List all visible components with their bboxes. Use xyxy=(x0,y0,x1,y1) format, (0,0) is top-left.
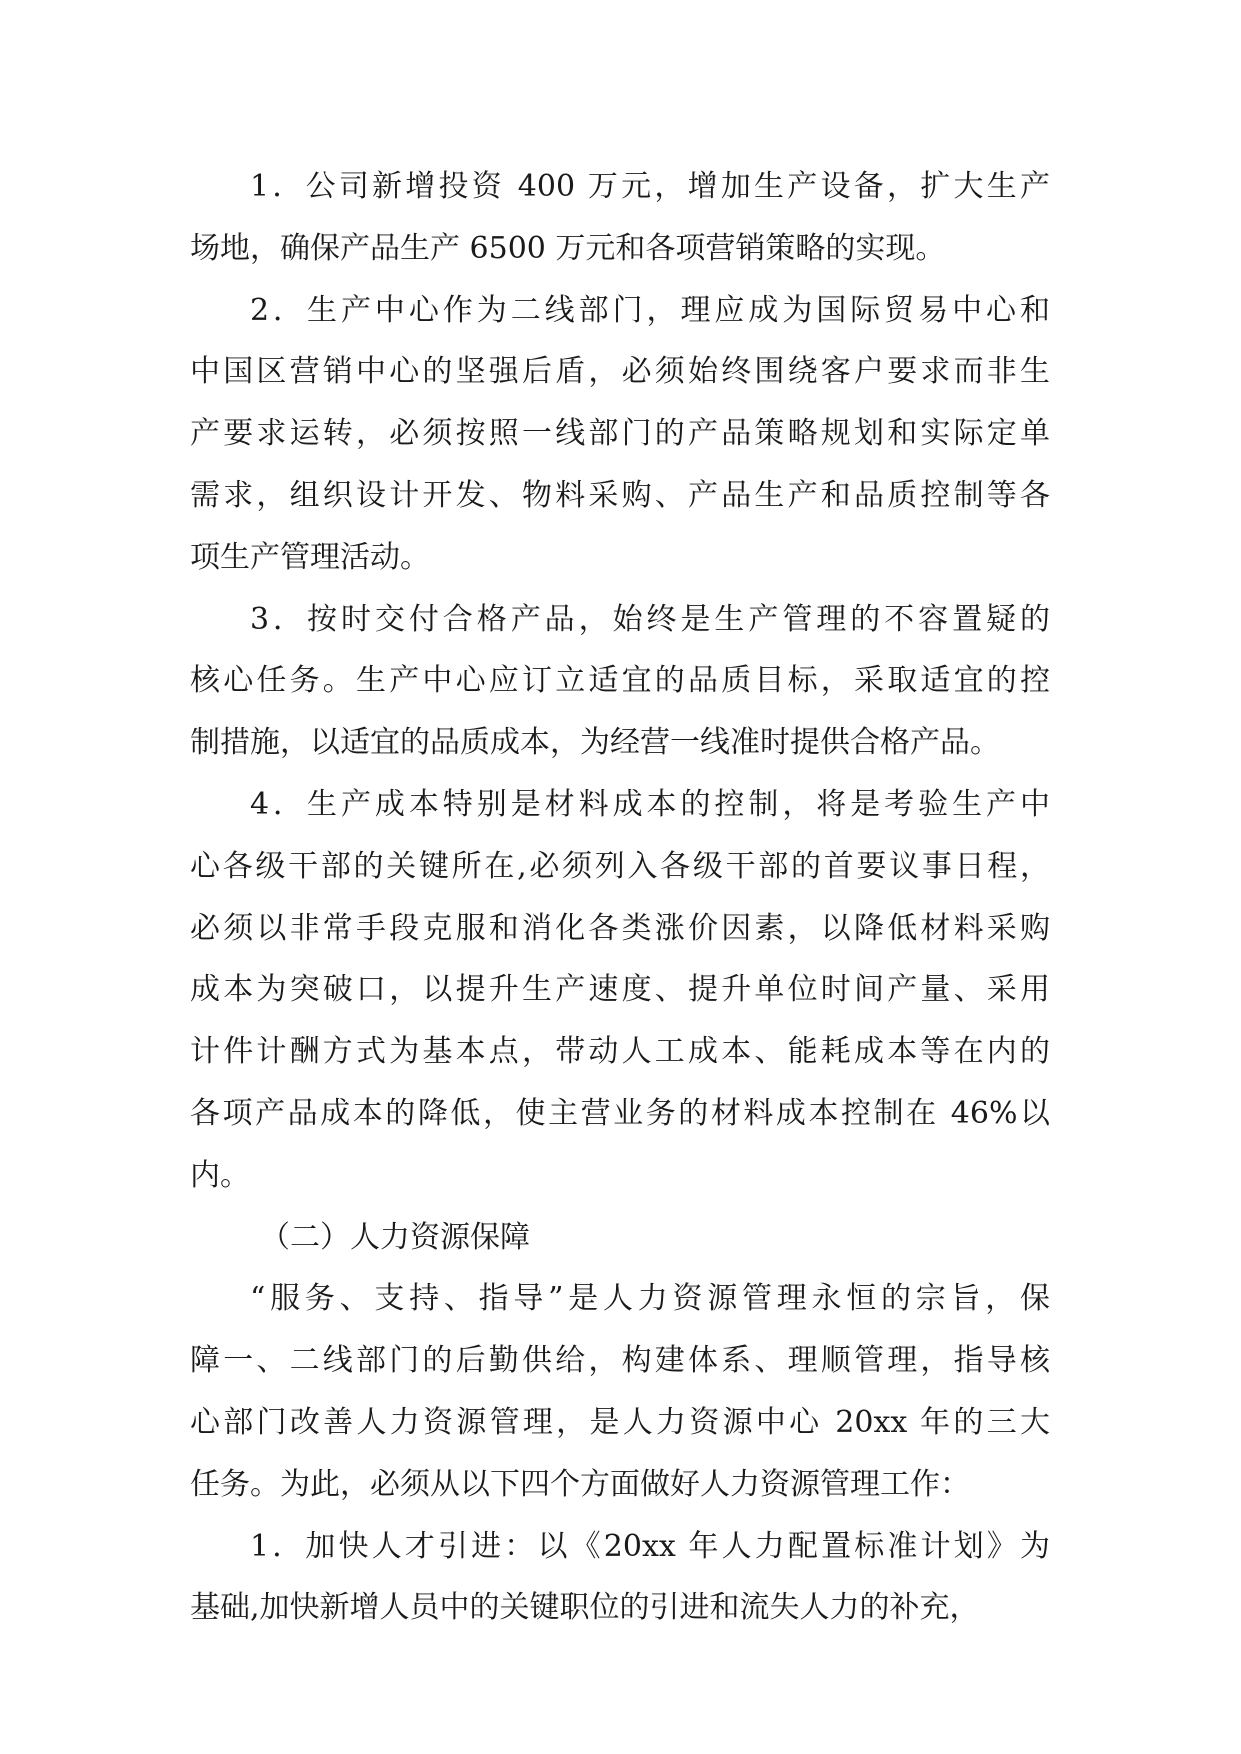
text-line: 3．按时交付合格产品，始终是生产管理的不容置疑的 xyxy=(250,601,1050,637)
text-line: 1．公司新增投资 400 万元，增加生产设备，扩大生产 xyxy=(250,169,1050,204)
paragraph-talent-recruitment xyxy=(190,1516,1050,1640)
text-line: 基础,加快新增人员中的关键职位的引进和流失人力的补充， xyxy=(190,1590,980,1626)
text-line: 计件计酬方式为基本点，带动人工成本、能耗成本等在内的 xyxy=(190,1034,1050,1070)
paragraph-hr-mission xyxy=(190,1268,1050,1515)
paragraph-production-center xyxy=(190,280,1050,589)
text-line: 1．加快人才引进：以《20xx 年人力配置标准计划》为 xyxy=(250,1528,1050,1564)
document-body xyxy=(190,156,1050,1639)
section-heading: （二）人力资源保障 xyxy=(260,1219,530,1255)
text-line: 成本为突破口，以提升生产速度、提升单位时间产量、采用 xyxy=(190,972,1050,1008)
paragraph-cost-control xyxy=(190,774,1050,1207)
text-line: 心部门改善人力资源管理，是人力资源中心 20xx 年的三大 xyxy=(190,1404,1050,1440)
text-line: “服务、支持、指导”是人力资源管理永恒的宗旨，保 xyxy=(250,1281,1050,1317)
text-line: 4．生产成本特别是材料成本的控制，将是考验生产中 xyxy=(250,786,1050,822)
paragraph-delivery xyxy=(190,589,1050,774)
text-line: 中国区营销中心的坚强后盾，必须始终围绕客户要求而非生 xyxy=(190,354,1050,390)
text-line: 任务。为此，必须从以下四个方面做好人力资源管理工作： xyxy=(190,1466,970,1502)
text-line: 2．生产中心作为二线部门，理应成为国际贸易中心和 xyxy=(250,292,1050,328)
text-line: 障一、二线部门的后勤供给，构建体系、理顺管理，指导核 xyxy=(190,1343,1050,1379)
text-line: 核心任务。生产中心应订立适宜的品质目标，采取适宜的控 xyxy=(190,663,1050,699)
text-line: 项生产管理活动。 xyxy=(190,539,430,575)
text-line: 各项产品成本的降低，使主营业务的材料成本控制在 46%以 xyxy=(190,1095,1050,1131)
text-line: 场地，确保产品生产 6500 万元和各项营销策略的实现。 xyxy=(190,230,946,266)
text-line: 需求，组织设计开发、物料采购、产品生产和品质控制等各 xyxy=(190,477,1050,513)
text-line: 制措施，以适宜的品质成本，为经营一线准时提供合格产品。 xyxy=(190,725,1000,761)
text-line: 产要求运转，必须按照一线部门的产品策略规划和实际定单 xyxy=(190,416,1050,452)
text-line: 必须以非常手段克服和消化各类涨价因素，以降低材料采购 xyxy=(190,910,1050,946)
paragraph-investment xyxy=(190,156,1050,280)
text-line: 心各级干部的关键所在,必须列入各级干部的首要议事日程， xyxy=(190,848,1050,884)
text-line: 内。 xyxy=(190,1157,250,1193)
